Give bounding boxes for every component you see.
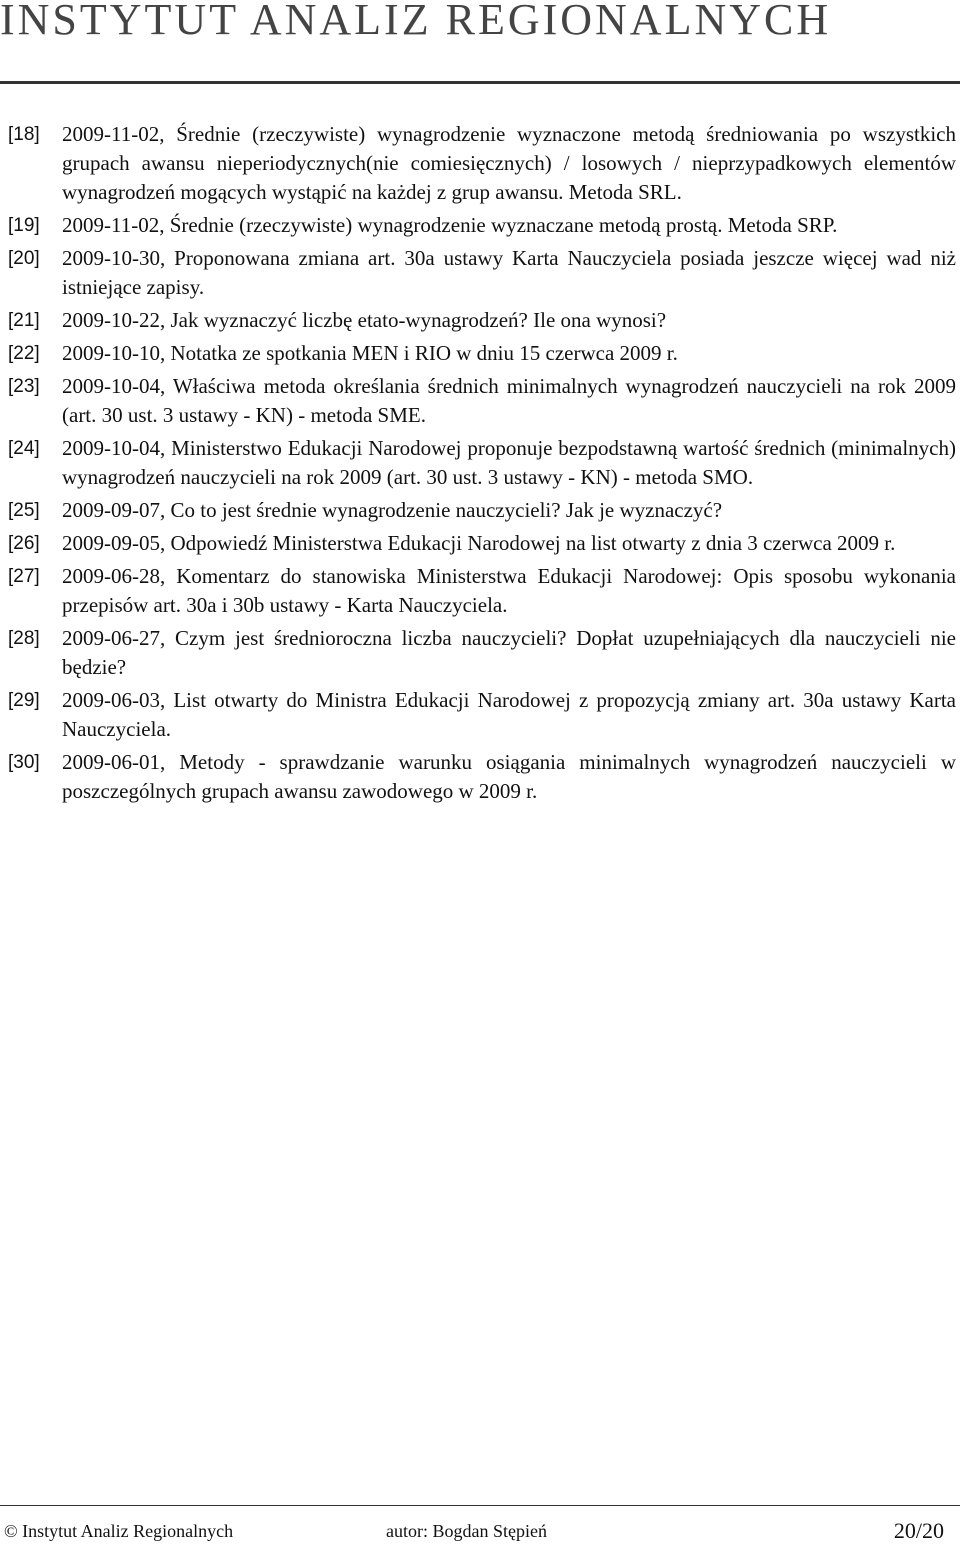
reference-number: [30] bbox=[8, 752, 40, 773]
reference-text: 2009-10-10, Notatka ze spotkania MEN i RIO w dniu 15 czerwca 2009 r. bbox=[62, 341, 678, 365]
footer-author: autor: Bogdan Stępień bbox=[386, 1521, 547, 1541]
reference-item bbox=[8, 686, 960, 744]
reference-item bbox=[8, 211, 960, 240]
reference-text: 2009-11-02, Średnie (rzeczywiste) wynagrodzenie wyznaczone metodą średniowania po wszystkich grupach awansu nieperiodycznych(nie comiesięcznych) / losowych / nieprzypadkowych elementów wynagrodzeń mogących wystąpić na każdej z grup awansu. Metoda SRL. bbox=[62, 122, 956, 204]
reference-number: [25] bbox=[8, 500, 40, 521]
reference-text: 2009-06-28, Komentarz do stanowiska Ministerstwa Edukacji Narodowej: Opis sposobu wykonania przepisów art. 30a i 30b ustawy - Karta Nauczyciela. bbox=[62, 564, 956, 617]
reference-text: 2009-06-03, List otwarty do Ministra Edukacji Narodowej z propozycją zmiany art. 30a ustawy Karta Nauczyciela. bbox=[62, 688, 956, 741]
reference-text: 2009-10-30, Proponowana zmiana art. 30a ustawy Karta Nauczyciela posiada jeszcze więcej wad niż istniejące zapisy. bbox=[62, 246, 956, 299]
reference-list bbox=[8, 120, 960, 810]
reference-text: 2009-10-04, Ministerstwo Edukacji Narodowej proponuje bezpodstawną wartość średnich (minimalnych) wynagrodzeń nauczycieli na rok 2009 (art. 30 ust. 3 ustawy - KN) - metoda SMO. bbox=[62, 436, 956, 489]
reference-item bbox=[8, 496, 960, 525]
reference-item bbox=[8, 624, 960, 682]
reference-number: [22] bbox=[8, 343, 40, 364]
footer-rule bbox=[0, 1505, 960, 1506]
reference-number: [23] bbox=[8, 376, 40, 397]
reference-text: 2009-10-04, Właściwa metoda określania średnich minimalnych wynagrodzeń nauczycieli na rok 2009 (art. 30 ust. 3 ustawy - KN) - metoda SME. bbox=[62, 374, 956, 427]
reference-number: [28] bbox=[8, 628, 40, 649]
page-header bbox=[0, 0, 960, 100]
reference-number: [20] bbox=[8, 248, 40, 269]
reference-text: 2009-09-07, Co to jest średnie wynagrodzenie nauczycieli? Jak je wyznaczyć? bbox=[62, 498, 723, 522]
reference-number: [19] bbox=[8, 215, 40, 236]
reference-item bbox=[8, 529, 960, 558]
page-number: 20/20 bbox=[893, 1518, 944, 1543]
reference-item bbox=[8, 372, 960, 430]
reference-number: [21] bbox=[8, 310, 40, 331]
footer-copyright: © Instytut Analiz Regionalnych bbox=[4, 1521, 234, 1541]
reference-item bbox=[8, 339, 960, 368]
reference-number: [18] bbox=[8, 124, 40, 145]
header-title: INSTYTUT ANALIZ REGIONALNYCH bbox=[0, 0, 832, 44]
reference-number: [27] bbox=[8, 566, 40, 587]
page-footer bbox=[0, 1505, 960, 1545]
reference-text: 2009-10-22, Jak wyznaczyć liczbę etato-wynagrodzeń? Ile ona wynosi? bbox=[62, 308, 667, 332]
reference-number: [26] bbox=[8, 533, 40, 554]
reference-item bbox=[8, 748, 960, 806]
reference-text: 2009-06-27, Czym jest średnioroczna liczba nauczycieli? Dopłat uzupełniających dla nauczycieli nie będzie? bbox=[62, 626, 956, 679]
header-rule bbox=[0, 81, 960, 84]
reference-number: [29] bbox=[8, 690, 40, 711]
reference-text: 2009-11-02, Średnie (rzeczywiste) wynagrodzenie wyznaczane metodą prostą. Metoda SRP. bbox=[62, 213, 838, 237]
reference-item bbox=[8, 120, 960, 207]
reference-text: 2009-06-01, Metody - sprawdzanie warunku osiągania minimalnych wynagrodzeń nauczycieli w poszczególnych grupach awansu zawodowego w 2009 r. bbox=[62, 750, 956, 803]
reference-item bbox=[8, 306, 960, 335]
reference-item bbox=[8, 562, 960, 620]
reference-text: 2009-09-05, Odpowiedź Ministerstwa Edukacji Narodowej na list otwarty z dnia 3 czerwca 2009 r. bbox=[62, 531, 896, 555]
reference-number: [24] bbox=[8, 438, 40, 459]
reference-item bbox=[8, 244, 960, 302]
reference-item bbox=[8, 434, 960, 492]
